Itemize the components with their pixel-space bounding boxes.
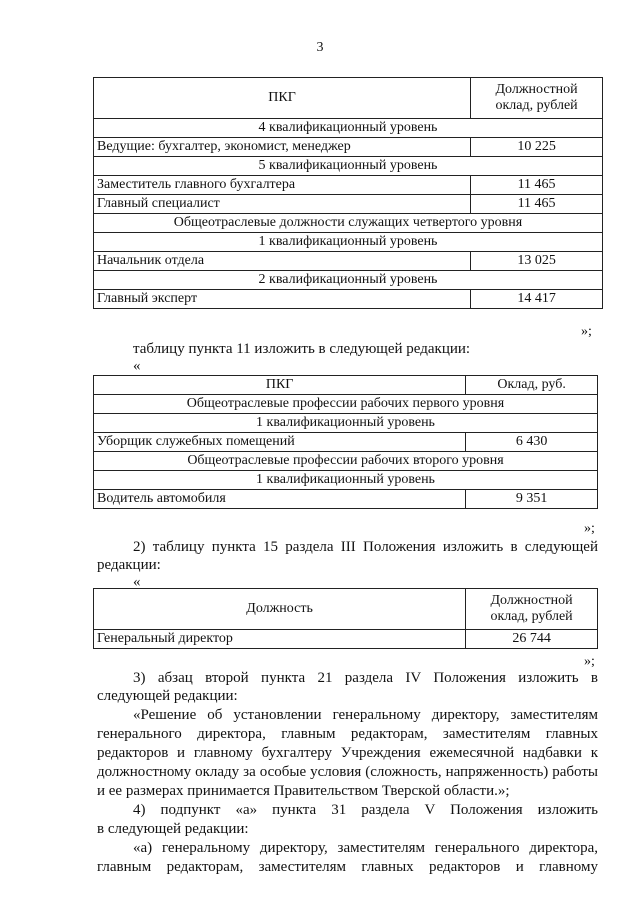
header-position: Должность <box>94 589 466 630</box>
position-name: Начальник отдела <box>94 252 471 271</box>
paragraph-5-line1: «а) генеральному директору, заместителям генерального директора, <box>133 840 598 856</box>
table-group-row <box>94 214 603 233</box>
table-group-row <box>94 471 598 490</box>
salary-table-1 <box>93 77 603 309</box>
salary-value: 11 465 <box>471 195 603 214</box>
header-salary: Оклад, руб. <box>466 376 598 395</box>
table1-closing-quote: »; <box>581 324 592 339</box>
paragraph-4-line1: 4) подпункт «а» пункта 31 раздела V Положения изложить <box>133 802 598 818</box>
salary-value: 9 351 <box>466 490 598 509</box>
header-salary-line2: оклад, рублей <box>490 609 573 624</box>
paragraph-4-line2: в следующей редакции: <box>97 821 249 837</box>
salary-value: 6 430 <box>466 433 598 452</box>
quote-line-4: должностному окладу за особые условия (сложность, напряженность) работы <box>97 764 598 780</box>
table-group-row <box>94 452 598 471</box>
position-name: Ведущие: бухгалтер, экономист, менеджер <box>94 138 471 157</box>
table-row <box>94 433 598 452</box>
table-group-row <box>94 119 603 138</box>
header-pkg: ПКГ <box>94 376 466 395</box>
table3-closing-quote: »; <box>584 654 595 669</box>
paragraph-3-line1: 3) абзац второй пункта 21 раздела IV Положения изложить в <box>133 670 598 686</box>
group-label: Общеотраслевые должности служащих четвертого уровня <box>94 214 603 233</box>
table-group-row <box>94 395 598 414</box>
header-salary <box>466 589 598 630</box>
paragraph-2-line2: редакции: <box>97 557 161 573</box>
table-row <box>94 630 598 649</box>
header-salary-line2: оклад, рублей <box>495 98 578 113</box>
group-label: Общеотраслевые профессии рабочих первого уровня <box>94 395 598 414</box>
paragraph-5-line2: главным редакторам, заместителям главных редакторов и главному <box>97 859 598 875</box>
salary-value: 13 025 <box>471 252 603 271</box>
table-row <box>94 176 603 195</box>
table-row <box>94 252 603 271</box>
table-group-row <box>94 414 598 433</box>
quote-line-3: редакторов и главному бухгалтеру Учреждения ежемесячной надбавки к <box>97 745 598 761</box>
table-header-row <box>94 376 598 395</box>
profession-name: Уборщик служебных помещений <box>94 433 466 452</box>
position-name: Главный специалист <box>94 195 471 214</box>
group-label: 4 квалификационный уровень <box>94 119 603 138</box>
profession-name: Водитель автомобиля <box>94 490 466 509</box>
table-group-row <box>94 157 603 176</box>
table-row <box>94 138 603 157</box>
table-header-row <box>94 78 603 119</box>
table-row <box>94 195 603 214</box>
paragraph-3-line2: следующей редакции: <box>97 688 238 704</box>
page-number: 3 <box>316 40 324 55</box>
intro-table2: таблицу пункта 11 изложить в следующей редакции: <box>133 341 471 357</box>
group-label: 5 квалификационный уровень <box>94 157 603 176</box>
table2-closing-quote: »; <box>584 521 595 536</box>
salary-value: 11 465 <box>471 176 603 195</box>
group-label: 1 квалификационный уровень <box>94 414 598 433</box>
group-label: 1 квалификационный уровень <box>94 233 603 252</box>
quote-line-1: «Решение об установлении генеральному директору, заместителям <box>133 707 598 723</box>
paragraph-2-line1: 2) таблицу пункта 15 раздела III Положения изложить в следующей <box>133 539 598 555</box>
salary-table-3 <box>93 588 598 649</box>
header-salary-line1: Должностной <box>490 593 573 608</box>
salary-value: 26 744 <box>466 630 598 649</box>
table-row <box>94 490 598 509</box>
salary-value: 14 417 <box>471 290 603 309</box>
open-quote-1: « <box>133 358 141 374</box>
header-pkg: ПКГ <box>94 78 471 119</box>
header-salary-line1: Должностной <box>495 82 578 97</box>
salary-table-2 <box>93 375 598 509</box>
header-salary <box>471 78 603 119</box>
table-row <box>94 290 603 309</box>
group-label: Общеотраслевые профессии рабочих второго уровня <box>94 452 598 471</box>
salary-value: 10 225 <box>471 138 603 157</box>
table-group-row <box>94 233 603 252</box>
position-name: Генеральный директор <box>94 630 466 649</box>
position-name: Главный эксперт <box>94 290 471 309</box>
table-group-row <box>94 271 603 290</box>
open-quote-2: « <box>133 574 141 590</box>
quote-line-5: и ее размерах принимается Правительством Тверской области.»; <box>97 783 510 799</box>
quote-line-2: генерального директора, главным редакторам, заместителям главных <box>97 726 598 742</box>
group-label: 2 квалификационный уровень <box>94 271 603 290</box>
table-header-row <box>94 589 598 630</box>
position-name: Заместитель главного бухгалтера <box>94 176 471 195</box>
group-label: 1 квалификационный уровень <box>94 471 598 490</box>
